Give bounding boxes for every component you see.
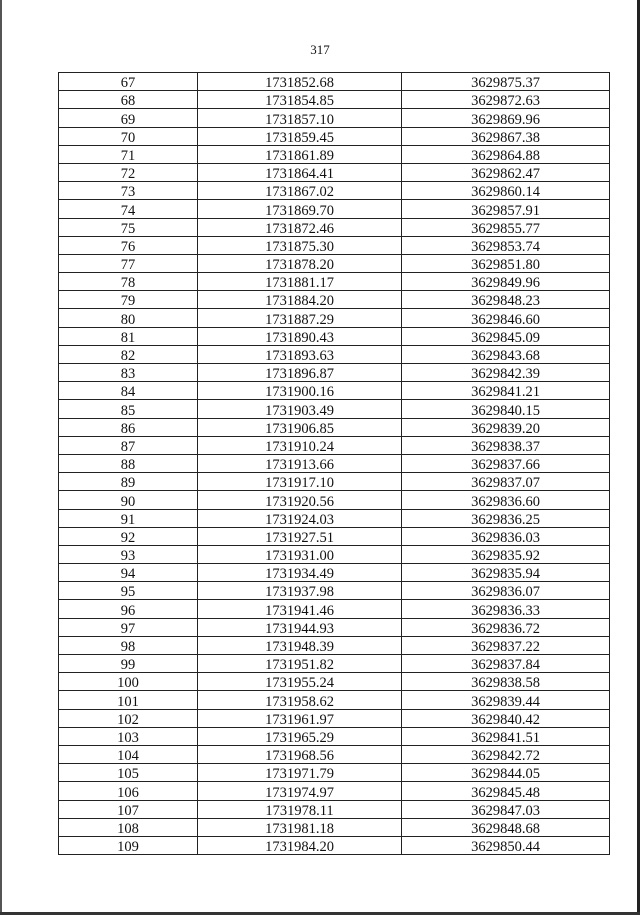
table-row xyxy=(59,673,610,691)
table-row xyxy=(59,745,610,763)
y-coordinate-cell: 3629838.58 xyxy=(402,673,610,691)
point-number-cell: 83 xyxy=(59,364,198,382)
table-row xyxy=(59,545,610,563)
table-row xyxy=(59,163,610,181)
y-coordinate-cell: 3629840.15 xyxy=(402,400,610,418)
y-coordinate-cell: 3629845.48 xyxy=(402,782,610,800)
x-coordinate-cell: 1731861.89 xyxy=(198,145,402,163)
y-coordinate-cell: 3629837.07 xyxy=(402,473,610,491)
table-row xyxy=(59,636,610,654)
point-number-cell: 93 xyxy=(59,545,198,563)
y-coordinate-cell: 3629849.96 xyxy=(402,273,610,291)
point-number-cell: 88 xyxy=(59,454,198,472)
x-coordinate-cell: 1731859.45 xyxy=(198,127,402,145)
point-number-cell: 106 xyxy=(59,782,198,800)
x-coordinate-cell: 1731852.68 xyxy=(198,73,402,91)
point-number-cell: 97 xyxy=(59,618,198,636)
point-number-cell: 69 xyxy=(59,109,198,127)
scan-edge-left xyxy=(0,0,2,915)
table-row xyxy=(59,655,610,673)
table-row xyxy=(59,782,610,800)
table-row xyxy=(59,273,610,291)
point-number-cell: 108 xyxy=(59,818,198,836)
point-number-cell: 80 xyxy=(59,309,198,327)
table-row xyxy=(59,836,610,854)
table-row xyxy=(59,564,610,582)
point-number-cell: 105 xyxy=(59,764,198,782)
point-number-cell: 81 xyxy=(59,327,198,345)
table-row xyxy=(59,73,610,91)
x-coordinate-cell: 1731875.30 xyxy=(198,236,402,254)
point-number-cell: 103 xyxy=(59,727,198,745)
table-row xyxy=(59,382,610,400)
y-coordinate-cell: 3629836.72 xyxy=(402,618,610,636)
y-coordinate-cell: 3629844.05 xyxy=(402,764,610,782)
y-coordinate-cell: 3629872.63 xyxy=(402,91,610,109)
table-row xyxy=(59,764,610,782)
x-coordinate-cell: 1731864.41 xyxy=(198,163,402,181)
point-number-cell: 104 xyxy=(59,745,198,763)
x-coordinate-cell: 1731944.93 xyxy=(198,618,402,636)
y-coordinate-cell: 3629862.47 xyxy=(402,163,610,181)
point-number-cell: 87 xyxy=(59,436,198,454)
y-coordinate-cell: 3629836.25 xyxy=(402,509,610,527)
y-coordinate-cell: 3629855.77 xyxy=(402,218,610,236)
table-row xyxy=(59,254,610,272)
table-row xyxy=(59,436,610,454)
point-number-cell: 79 xyxy=(59,291,198,309)
y-coordinate-cell: 3629836.03 xyxy=(402,527,610,545)
point-number-cell: 86 xyxy=(59,418,198,436)
y-coordinate-cell: 3629836.07 xyxy=(402,582,610,600)
table-row xyxy=(59,291,610,309)
x-coordinate-cell: 1731927.51 xyxy=(198,527,402,545)
point-number-cell: 70 xyxy=(59,127,198,145)
point-number-cell: 89 xyxy=(59,473,198,491)
y-coordinate-cell: 3629875.37 xyxy=(402,73,610,91)
y-coordinate-cell: 3629841.21 xyxy=(402,382,610,400)
point-number-cell: 68 xyxy=(59,91,198,109)
x-coordinate-cell: 1731878.20 xyxy=(198,254,402,272)
x-coordinate-cell: 1731881.17 xyxy=(198,273,402,291)
table-row xyxy=(59,200,610,218)
x-coordinate-cell: 1731869.70 xyxy=(198,200,402,218)
y-coordinate-cell: 3629848.23 xyxy=(402,291,610,309)
table-row xyxy=(59,691,610,709)
table-row xyxy=(59,418,610,436)
table-row xyxy=(59,127,610,145)
x-coordinate-cell: 1731961.97 xyxy=(198,709,402,727)
y-coordinate-cell: 3629841.51 xyxy=(402,727,610,745)
table-row xyxy=(59,473,610,491)
point-number-cell: 92 xyxy=(59,527,198,545)
table-row xyxy=(59,345,610,363)
y-coordinate-cell: 3629847.03 xyxy=(402,800,610,818)
x-coordinate-cell: 1731955.24 xyxy=(198,673,402,691)
x-coordinate-cell: 1731867.02 xyxy=(198,182,402,200)
x-coordinate-cell: 1731893.63 xyxy=(198,345,402,363)
table-row xyxy=(59,109,610,127)
y-coordinate-cell: 3629835.92 xyxy=(402,545,610,563)
y-coordinate-cell: 3629840.42 xyxy=(402,709,610,727)
point-number-cell: 71 xyxy=(59,145,198,163)
y-coordinate-cell: 3629837.66 xyxy=(402,454,610,472)
y-coordinate-cell: 3629842.39 xyxy=(402,364,610,382)
x-coordinate-cell: 1731931.00 xyxy=(198,545,402,563)
x-coordinate-cell: 1731906.85 xyxy=(198,418,402,436)
table-row xyxy=(59,400,610,418)
x-coordinate-cell: 1731968.56 xyxy=(198,745,402,763)
y-coordinate-cell: 3629842.72 xyxy=(402,745,610,763)
table-row xyxy=(59,182,610,200)
x-coordinate-cell: 1731872.46 xyxy=(198,218,402,236)
y-coordinate-cell: 3629836.60 xyxy=(402,491,610,509)
table-row xyxy=(59,727,610,745)
x-coordinate-cell: 1731941.46 xyxy=(198,600,402,618)
x-coordinate-cell: 1731924.03 xyxy=(198,509,402,527)
y-coordinate-cell: 3629851.80 xyxy=(402,254,610,272)
x-coordinate-cell: 1731857.10 xyxy=(198,109,402,127)
point-number-cell: 73 xyxy=(59,182,198,200)
point-number-cell: 101 xyxy=(59,691,198,709)
x-coordinate-cell: 1731896.87 xyxy=(198,364,402,382)
table-row xyxy=(59,454,610,472)
table-row xyxy=(59,800,610,818)
x-coordinate-cell: 1731948.39 xyxy=(198,636,402,654)
table-row xyxy=(59,91,610,109)
y-coordinate-cell: 3629846.60 xyxy=(402,309,610,327)
point-number-cell: 85 xyxy=(59,400,198,418)
table-row xyxy=(59,218,610,236)
table-row xyxy=(59,145,610,163)
x-coordinate-cell: 1731890.43 xyxy=(198,327,402,345)
x-coordinate-cell: 1731937.98 xyxy=(198,582,402,600)
x-coordinate-cell: 1731910.24 xyxy=(198,436,402,454)
x-coordinate-cell: 1731903.49 xyxy=(198,400,402,418)
x-coordinate-cell: 1731974.97 xyxy=(198,782,402,800)
y-coordinate-cell: 3629837.22 xyxy=(402,636,610,654)
y-coordinate-cell: 3629867.38 xyxy=(402,127,610,145)
point-number-cell: 74 xyxy=(59,200,198,218)
x-coordinate-cell: 1731971.79 xyxy=(198,764,402,782)
point-number-cell: 96 xyxy=(59,600,198,618)
y-coordinate-cell: 3629848.68 xyxy=(402,818,610,836)
point-number-cell: 82 xyxy=(59,345,198,363)
point-number-cell: 72 xyxy=(59,163,198,181)
y-coordinate-cell: 3629843.68 xyxy=(402,345,610,363)
point-number-cell: 109 xyxy=(59,836,198,854)
x-coordinate-cell: 1731900.16 xyxy=(198,382,402,400)
y-coordinate-cell: 3629838.37 xyxy=(402,436,610,454)
table-row xyxy=(59,818,610,836)
y-coordinate-cell: 3629839.44 xyxy=(402,691,610,709)
y-coordinate-cell: 3629869.96 xyxy=(402,109,610,127)
x-coordinate-cell: 1731920.56 xyxy=(198,491,402,509)
y-coordinate-cell: 3629835.94 xyxy=(402,564,610,582)
point-number-cell: 102 xyxy=(59,709,198,727)
x-coordinate-cell: 1731965.29 xyxy=(198,727,402,745)
table-row xyxy=(59,582,610,600)
y-coordinate-cell: 3629845.09 xyxy=(402,327,610,345)
table-row xyxy=(59,236,610,254)
x-coordinate-cell: 1731984.20 xyxy=(198,836,402,854)
table-row xyxy=(59,309,610,327)
table-row xyxy=(59,491,610,509)
y-coordinate-cell: 3629864.88 xyxy=(402,145,610,163)
y-coordinate-cell: 3629837.84 xyxy=(402,655,610,673)
point-number-cell: 95 xyxy=(59,582,198,600)
x-coordinate-cell: 1731887.29 xyxy=(198,309,402,327)
y-coordinate-cell: 3629839.20 xyxy=(402,418,610,436)
x-coordinate-cell: 1731981.18 xyxy=(198,818,402,836)
table-row xyxy=(59,527,610,545)
point-number-cell: 77 xyxy=(59,254,198,272)
point-number-cell: 100 xyxy=(59,673,198,691)
point-number-cell: 75 xyxy=(59,218,198,236)
table-row xyxy=(59,327,610,345)
coordinates-table-body xyxy=(59,73,610,855)
point-number-cell: 67 xyxy=(59,73,198,91)
x-coordinate-cell: 1731951.82 xyxy=(198,655,402,673)
x-coordinate-cell: 1731884.20 xyxy=(198,291,402,309)
table-row xyxy=(59,600,610,618)
table-row xyxy=(59,364,610,382)
point-number-cell: 90 xyxy=(59,491,198,509)
point-number-cell: 99 xyxy=(59,655,198,673)
page-number: 317 xyxy=(310,42,330,57)
x-coordinate-cell: 1731854.85 xyxy=(198,91,402,109)
coordinates-table xyxy=(58,72,610,855)
x-coordinate-cell: 1731934.49 xyxy=(198,564,402,582)
y-coordinate-cell: 3629836.33 xyxy=(402,600,610,618)
table-row xyxy=(59,618,610,636)
table-row xyxy=(59,509,610,527)
point-number-cell: 84 xyxy=(59,382,198,400)
point-number-cell: 91 xyxy=(59,509,198,527)
x-coordinate-cell: 1731978.11 xyxy=(198,800,402,818)
x-coordinate-cell: 1731958.62 xyxy=(198,691,402,709)
y-coordinate-cell: 3629860.14 xyxy=(402,182,610,200)
point-number-cell: 107 xyxy=(59,800,198,818)
x-coordinate-cell: 1731917.10 xyxy=(198,473,402,491)
y-coordinate-cell: 3629857.91 xyxy=(402,200,610,218)
y-coordinate-cell: 3629850.44 xyxy=(402,836,610,854)
point-number-cell: 98 xyxy=(59,636,198,654)
point-number-cell: 94 xyxy=(59,564,198,582)
y-coordinate-cell: 3629853.74 xyxy=(402,236,610,254)
point-number-cell: 78 xyxy=(59,273,198,291)
point-number-cell: 76 xyxy=(59,236,198,254)
x-coordinate-cell: 1731913.66 xyxy=(198,454,402,472)
table-row xyxy=(59,709,610,727)
